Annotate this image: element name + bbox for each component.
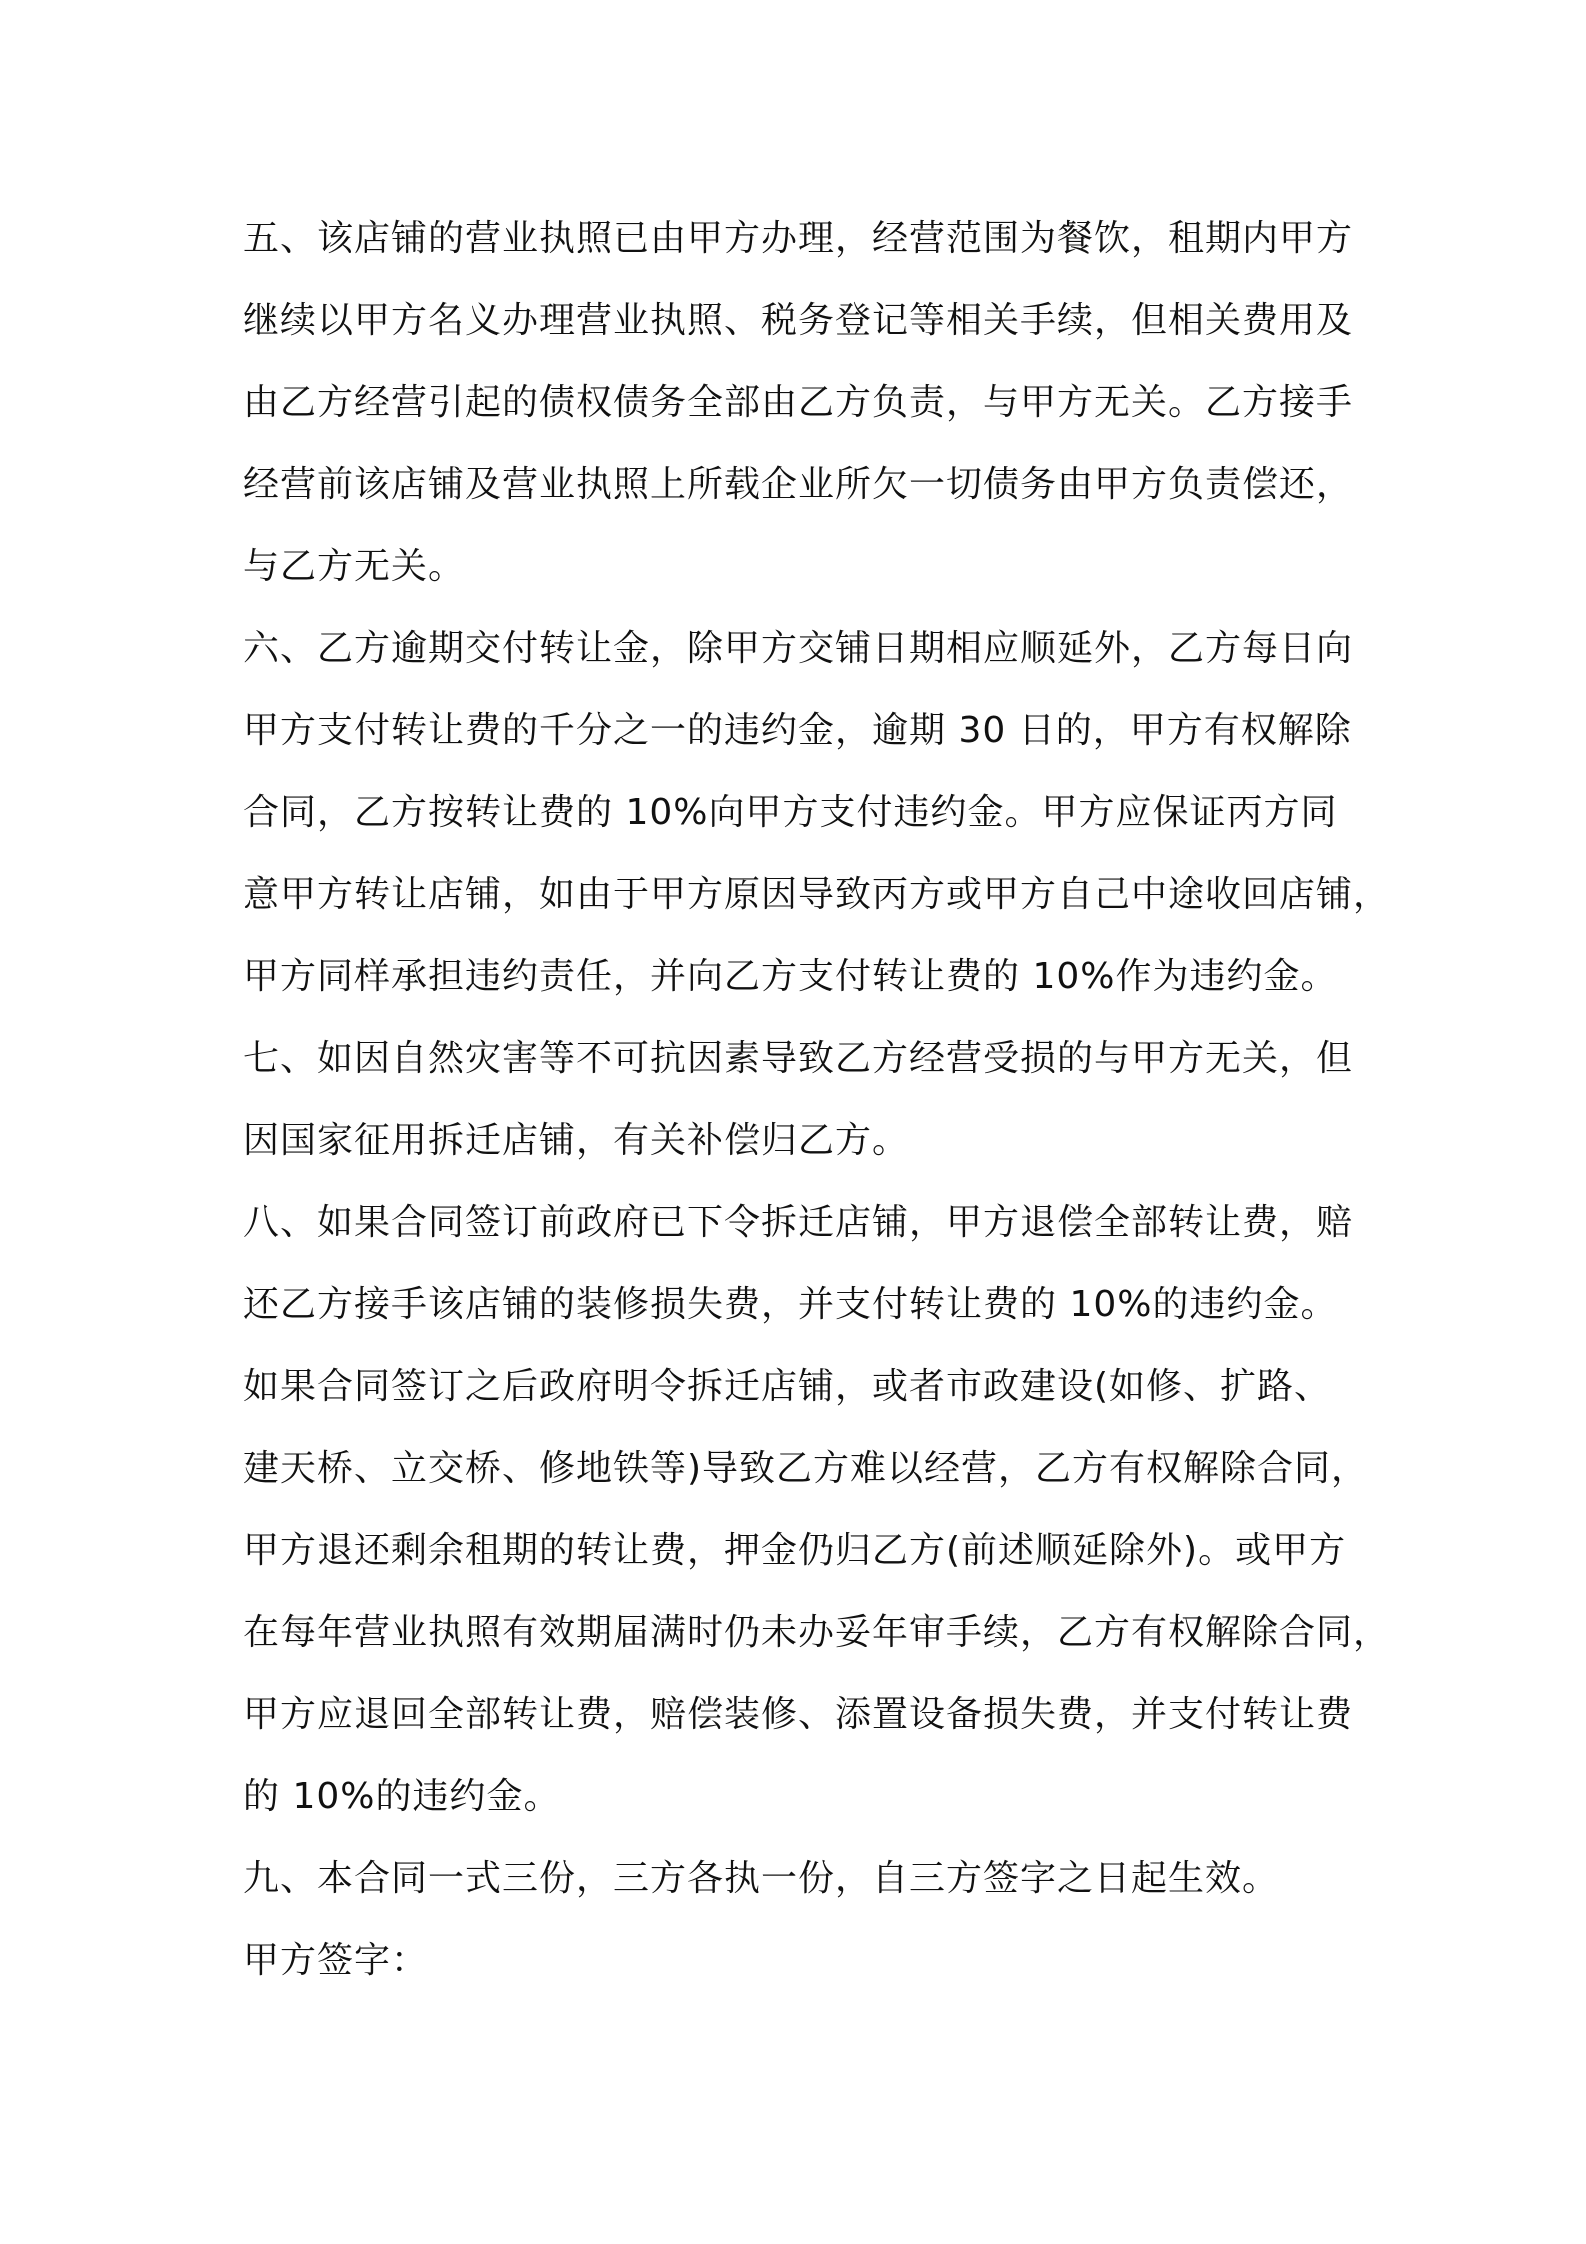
text-line: 五、该店铺的营业执照已由甲方办理，经营范围为餐饮，租期内甲方 (243, 218, 1354, 259)
text-line: 七、如因自然灾害等不可抗因素导致乙方经营受损的与甲方无关，但 (243, 1038, 1354, 1079)
text-line: 八、如果合同签订前政府已下令拆迁店铺，甲方退偿全部转让费，赔 (243, 1202, 1354, 1243)
text-line: 继续以甲方名义办理营业执照、税务登记等相关手续，但相关费用及 (243, 300, 1354, 341)
text-line: 建天桥、立交桥、修地铁等)导致乙方难以经营，乙方有权解除合同， (243, 1448, 1369, 1489)
text-line: 九、本合同一式三份，三方各执一份，自三方签字之日起生效。 (243, 1858, 1280, 1899)
text-line: 与乙方无关。 (243, 546, 466, 587)
text-line: 六、乙方逾期交付转让金，除甲方交铺日期相应顺延外，乙方每日向 (243, 628, 1354, 669)
text-line: 意甲方转让店铺，如由于甲方原因导致丙方或甲方自己中途收回店铺， (243, 874, 1391, 915)
text-line: 因国家征用拆迁店铺，有关补偿归乙方。 (243, 1120, 910, 1161)
text-line: 的 10%的违约金。 (243, 1776, 561, 1817)
text-line: 甲方同样承担违约责任，并向乙方支付转让费的 10%作为违约金。 (243, 956, 1338, 997)
text-line: 甲方支付转让费的千分之一的违约金，逾期 30 日的，甲方有权解除 (243, 710, 1352, 751)
text-line: 甲方应退回全部转让费，赔偿装修、添置设备损失费，并支付转让费 (243, 1694, 1354, 1735)
text-line: 在每年营业执照有效期届满时仍未办妥年审手续，乙方有权解除合同， (243, 1612, 1391, 1653)
text-line: 由乙方经营引起的债权债务全部由乙方负责，与甲方无关。乙方接手 (243, 382, 1354, 423)
contract-text (243, 198, 1391, 2002)
text-line: 还乙方接手该店铺的装修损失费，并支付转让费的 10%的违约金。 (243, 1284, 1338, 1325)
text-line: 甲方退还剩余租期的转让费，押金仍归乙方(前述顺延除外)。或甲方 (243, 1530, 1347, 1571)
text-line: 如果合同签订之后政府明令拆迁店铺，或者市政建设(如修、扩路、 (243, 1366, 1332, 1407)
text-line: 经营前该店铺及营业执照上所载企业所欠一切债务由甲方负责偿还， (243, 464, 1354, 505)
signature-label-party-a: 甲方签字： (243, 1940, 429, 1981)
text-line: 合同，乙方按转让费的 10%向甲方支付违约金。甲方应保证丙方同 (243, 792, 1338, 833)
